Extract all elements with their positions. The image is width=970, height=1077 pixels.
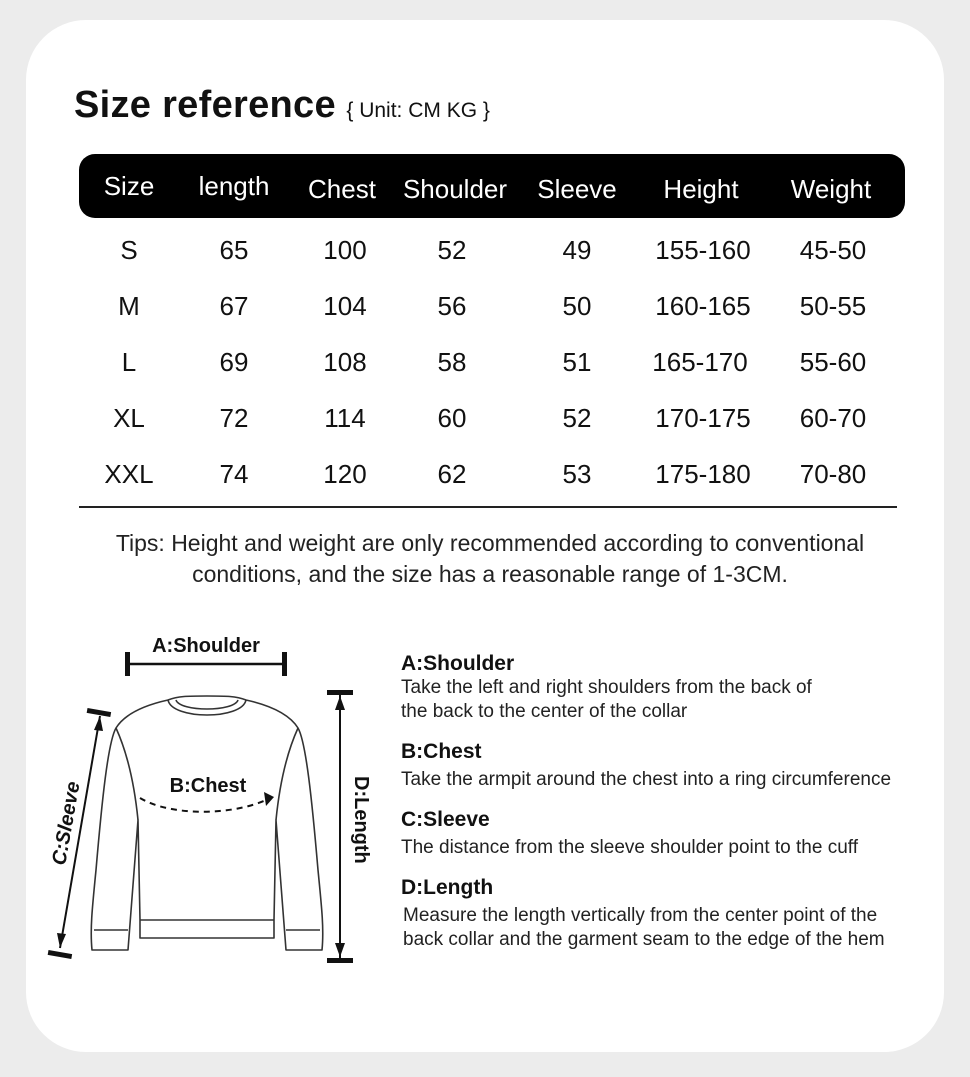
cell-chest: 120 (323, 459, 367, 489)
desc-chest (401, 740, 891, 792)
cell-shoulder: 60 (437, 403, 467, 433)
header-size: Size (103, 171, 155, 201)
desc-shoulder-line-2: the back to the center of the collar (401, 701, 688, 722)
cell-sleeve: 49 (562, 235, 592, 265)
sweater-outline (91, 696, 323, 950)
table-row (0, 446, 970, 502)
chest-measure-line (140, 798, 266, 812)
cell-size: XL (113, 403, 145, 433)
page-title: Size reference (74, 84, 336, 126)
tips-line-1: Tips: Height and weight are only recommended according to conventional (115, 530, 865, 556)
desc-sleeve-title: C:Sleeve (401, 808, 490, 831)
desc-shoulder-title: A:Shoulder (401, 652, 515, 675)
header-weight: Weight (790, 174, 872, 204)
desc-sleeve-line-1: The distance from the sleeve shoulder point to the cuff (401, 837, 858, 858)
cell-weight: 45-50 (799, 235, 867, 265)
cell-sleeve: 50 (562, 291, 592, 321)
chest-arrow-icon (264, 792, 274, 806)
cell-length: 72 (219, 403, 249, 433)
desc-sleeve (401, 808, 858, 860)
cell-shoulder: 52 (437, 235, 467, 265)
cell-length: 67 (219, 291, 249, 321)
cell-shoulder: 62 (437, 459, 467, 489)
cell-weight: 50-55 (799, 291, 867, 321)
cell-chest: 100 (323, 235, 367, 265)
desc-length (401, 876, 885, 952)
table-row (0, 390, 970, 446)
cell-size: S (120, 235, 138, 265)
tips-line-2: conditions, and the size has a reasonable range of 1-3CM. (192, 561, 788, 587)
cell-weight: 60-70 (799, 403, 867, 433)
cell-size: XXL (104, 459, 154, 489)
cell-shoulder: 56 (437, 291, 467, 321)
table-row (0, 334, 970, 390)
desc-chest-title: B:Chest (401, 740, 482, 763)
chest-label: B:Chest (169, 775, 247, 797)
cell-chest: 108 (323, 347, 367, 377)
desc-shoulder-line-1: Take the left and right shoulders from the back of (401, 677, 812, 698)
table-row (0, 222, 970, 278)
desc-chest-line-1: Take the armpit around the chest into a ring circumference (401, 769, 892, 790)
tips-note (60, 528, 920, 590)
length-measure-line (327, 690, 353, 963)
sweater-measurement-diagram (30, 620, 390, 980)
cell-sleeve: 52 (562, 403, 592, 433)
table-bottom-rule (79, 506, 897, 508)
cell-height: 155-160 (655, 235, 751, 265)
cell-length: 65 (219, 235, 249, 265)
header-height: Height (663, 174, 739, 204)
cell-sleeve: 53 (562, 459, 592, 489)
cell-chest: 104 (323, 291, 367, 321)
header-length: length (198, 171, 270, 201)
shoulder-label: A:Shoulder (152, 635, 260, 657)
sleeve-label: C:Sleeve (48, 779, 85, 867)
cell-height: 170-175 (655, 403, 751, 433)
cell-height: 175-180 (655, 459, 751, 489)
desc-length-title: D:Length (401, 876, 494, 899)
cell-shoulder: 58 (437, 347, 467, 377)
unit-label: { Unit: CM KG } (346, 99, 490, 122)
cell-chest: 114 (324, 403, 366, 433)
cell-height: 160-165 (655, 291, 751, 321)
cell-height: 165-170 (652, 347, 748, 377)
desc-length-line-2: back collar and the garment seam to the edge of the hem (403, 929, 885, 950)
table-header (79, 154, 905, 218)
length-label: D:Length (350, 776, 372, 864)
header-shoulder: Shoulder (402, 174, 508, 204)
desc-shoulder (401, 652, 812, 724)
cell-weight: 70-80 (799, 459, 867, 489)
cell-sleeve: 51 (562, 347, 592, 377)
desc-length-line-1: Measure the length vertically from the center point of the (403, 905, 878, 926)
cell-size: L (121, 347, 137, 377)
cell-size: M (118, 291, 140, 321)
header-chest: Chest (308, 174, 376, 204)
title-row (74, 84, 490, 127)
cell-length: 74 (219, 459, 249, 489)
cell-weight: 55-60 (799, 347, 867, 377)
header-sleeve: Sleeve (537, 174, 617, 204)
cell-length: 69 (219, 347, 249, 377)
table-row (0, 278, 970, 334)
